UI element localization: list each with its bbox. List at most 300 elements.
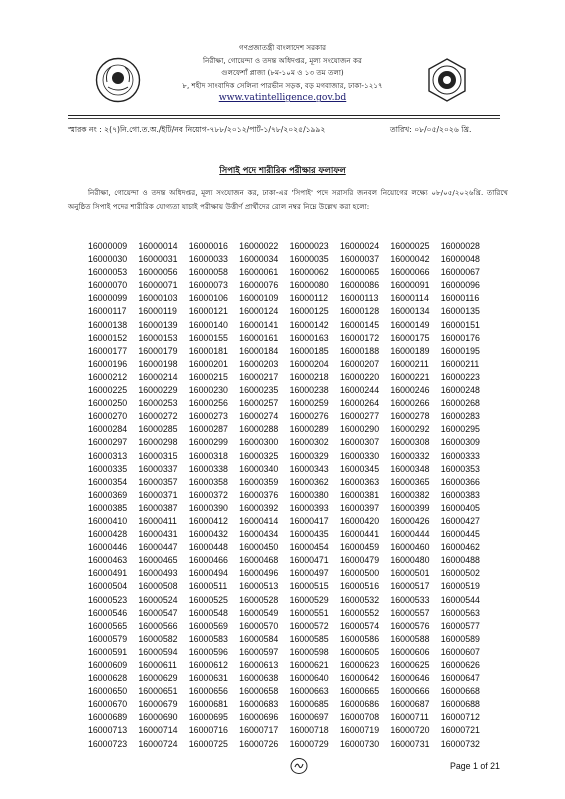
roll-number: 16000640	[289, 673, 329, 684]
roll-row	[88, 358, 491, 371]
roll-number: 16000405	[440, 502, 480, 513]
roll-row	[88, 436, 491, 449]
roll-number: 16000502	[440, 568, 480, 579]
roll-number: 16000552	[339, 607, 380, 618]
roll-number: 16000253	[138, 398, 178, 409]
roll-number: 16000725	[188, 738, 228, 749]
roll-number: 16000212	[88, 371, 128, 382]
roll-number: 16000109	[239, 293, 279, 304]
roll-number: 16000278	[390, 411, 430, 422]
roll-number: 16000037	[339, 254, 380, 265]
roll-number: 16000366	[440, 476, 480, 487]
roll-number: 16000207	[339, 358, 380, 369]
roll-number: 16000371	[138, 489, 178, 500]
roll-number: 16000223	[440, 371, 480, 382]
roll-number: 16000685	[289, 699, 329, 710]
roll-row	[88, 554, 491, 567]
roll-number: 16000718	[289, 725, 329, 736]
roll-number: 16000517	[390, 581, 430, 592]
letterhead	[150, 42, 415, 105]
roll-number: 16000532	[339, 594, 380, 605]
roll-number: 16000544	[440, 594, 480, 605]
roll-number: 16000381	[339, 489, 380, 500]
roll-number: 16000597	[239, 646, 279, 657]
roll-row	[88, 698, 491, 711]
roll-number: 16000149	[390, 319, 430, 330]
roll-row	[88, 528, 491, 541]
department-emblem-logo	[424, 57, 470, 103]
roll-number: 16000524	[138, 594, 178, 605]
roll-number: 16000151	[440, 319, 480, 330]
roll-number: 16000465	[138, 555, 178, 566]
roll-number: 16000444	[390, 529, 430, 540]
roll-number: 16000217	[239, 371, 279, 382]
roll-number: 16000025	[390, 241, 430, 251]
roll-number: 16000268	[440, 398, 480, 409]
roll-row	[88, 672, 491, 685]
roll-number: 16000585	[289, 633, 329, 644]
roll-number: 16000337	[138, 463, 178, 474]
roll-number-grid	[88, 240, 491, 751]
roll-number: 16000583	[188, 633, 228, 644]
roll-number: 16000022	[239, 241, 279, 251]
header-line-4: ৮, শহীদ সাংবাদিক সেলিনা পারভীন সড়ক, বড় মগবাজার, ঢাকা-১২১৭	[182, 80, 383, 90]
roll-number: 16000460	[390, 542, 430, 553]
roll-number: 16000096	[440, 280, 480, 291]
roll-number: 16000566	[138, 620, 178, 631]
roll-number: 16000525	[188, 594, 228, 605]
roll-number: 16000058	[188, 267, 228, 278]
roll-number: 16000716	[188, 725, 228, 736]
roll-row	[88, 738, 491, 751]
roll-number: 16000292	[390, 424, 430, 435]
roll-number: 16000042	[390, 254, 430, 265]
roll-number: 16000299	[188, 437, 228, 448]
roll-number: 16000273	[188, 411, 228, 422]
roll-row	[88, 384, 491, 397]
roll-number: 16000572	[289, 620, 329, 631]
roll-number: 16000623	[339, 660, 380, 670]
roll-row	[88, 646, 491, 659]
roll-number: 16000598	[289, 646, 329, 657]
roll-number: 16000113	[339, 293, 379, 304]
roll-number: 16000445	[440, 529, 480, 540]
roll-number: 16000588	[390, 633, 430, 644]
roll-number: 16000196	[88, 358, 128, 369]
roll-number: 16000679	[138, 699, 178, 710]
memo-number: স্মারক নং : ২(৭)নি.গো.ত.অ./ইটি/নব নিয়োগ-৭৮৮/২০১২/পার্ট-১/৭৮/২০২৫/১৯৯২	[68, 125, 326, 134]
roll-number: 16000300	[239, 437, 279, 448]
roll-number: 16000112	[289, 293, 329, 304]
roll-number: 16000576	[390, 620, 430, 631]
roll-number: 16000563	[440, 607, 480, 618]
roll-number: 16000686	[339, 699, 380, 710]
roll-number: 16000448	[188, 542, 228, 553]
roll-number: 16000650	[88, 686, 128, 697]
roll-row	[88, 502, 491, 515]
roll-number: 16000362	[289, 476, 329, 487]
roll-number: 16000462	[440, 542, 480, 553]
roll-number: 16000721	[440, 725, 480, 736]
intro-paragraph: নিরীক্ষা, গোয়েন্দা ও তদন্ত অধিদপ্তর, মূল্য সংযোজন কর, ঢাকা-এর 'সিপাই' পদে সরাসরি জনবল নিয়োগের লক্ষ্যে ০৮/০৫/২০২৬খ্রি. তারিখে অনুষ্ঠিত সিপাই পদের শারীরিক যোগ্যতা যাচাই পরীক্ষায় উত্তীর্ণ প্রার্থীদের রোল নম্বর নিম্নে উল্লেখ করা হলো:	[68, 188, 508, 212]
header-line-1: গণপ্রজাতন্ত্রী বাংলাদেশ সরকার	[238, 43, 327, 52]
roll-number: 16000065	[339, 267, 380, 278]
roll-number: 16000642	[339, 673, 380, 684]
roll-number: 16000720	[390, 725, 430, 736]
website-link[interactable]: www.vatintelligence.gov.bd	[218, 92, 347, 104]
roll-number: 16000195	[440, 345, 480, 356]
roll-number: 16000546	[88, 607, 128, 618]
roll-number: 16000218	[289, 371, 329, 382]
roll-number: 16000471	[289, 555, 329, 566]
roll-row	[88, 724, 491, 737]
roll-row	[88, 620, 491, 633]
roll-number: 16000302	[289, 437, 329, 448]
roll-number: 16000028	[440, 241, 480, 251]
roll-number: 16000577	[440, 620, 480, 631]
roll-number: 16000631	[188, 673, 228, 684]
roll-number: 16000062	[289, 267, 329, 278]
roll-number: 16000412	[188, 515, 228, 526]
roll-number: 16000683	[239, 699, 279, 710]
roll-number: 16000124	[239, 306, 279, 317]
roll-number: 16000717	[239, 725, 279, 736]
roll-number: 16000690	[138, 712, 178, 723]
roll-number: 16000731	[390, 738, 430, 749]
initial-stamp-icon	[290, 757, 308, 775]
roll-number: 16000035	[289, 254, 329, 265]
header-divider	[68, 115, 500, 116]
roll-number: 16000607	[440, 646, 480, 657]
roll-number: 16000589	[440, 633, 480, 644]
government-seal-logo	[95, 57, 141, 103]
roll-row	[88, 279, 491, 292]
roll-number: 16000621	[289, 660, 329, 670]
roll-number: 16000651	[138, 686, 178, 697]
roll-number: 16000466	[188, 555, 228, 566]
roll-number: 16000161	[239, 332, 279, 343]
roll-number: 16000496	[239, 568, 279, 579]
header-divider-thin	[68, 118, 500, 119]
roll-number: 16000479	[339, 555, 380, 566]
roll-number: 16000609	[88, 660, 128, 670]
roll-number: 16000729	[289, 738, 329, 749]
roll-number: 16000214	[138, 371, 178, 382]
roll-row	[88, 489, 491, 502]
roll-number: 16000666	[390, 686, 430, 697]
roll-number: 16000238	[289, 385, 329, 396]
roll-number: 16000128	[339, 306, 380, 317]
roll-number: 16000325	[239, 450, 279, 461]
roll-number: 16000434	[239, 529, 279, 540]
roll-number: 16000383	[440, 489, 480, 500]
roll-number: 16000387	[138, 502, 178, 513]
roll-number: 16000612	[188, 660, 228, 670]
roll-number: 16000276	[289, 411, 329, 422]
roll-number: 16000285	[138, 424, 178, 435]
roll-number: 16000380	[289, 489, 329, 500]
roll-number: 16000441	[339, 529, 380, 540]
roll-number: 16000264	[339, 398, 380, 409]
roll-row	[88, 371, 491, 384]
roll-number: 16000211	[440, 358, 480, 369]
roll-number: 16000009	[88, 241, 128, 251]
roll-number: 16000221	[390, 371, 430, 382]
roll-number: 16000220	[339, 371, 380, 382]
roll-number: 16000582	[138, 633, 178, 644]
roll-number: 16000493	[138, 568, 178, 579]
roll-number: 16000551	[289, 607, 329, 618]
roll-number: 16000497	[289, 568, 329, 579]
roll-number: 16000348	[390, 463, 430, 474]
roll-number: 16000393	[289, 502, 329, 513]
roll-number: 16000250	[88, 398, 128, 409]
roll-number: 16000501	[390, 568, 430, 579]
roll-number: 16000658	[239, 686, 279, 697]
roll-row	[88, 240, 491, 253]
roll-number: 16000235	[239, 385, 279, 396]
roll-number: 16000447	[138, 542, 178, 553]
roll-number: 16000333	[440, 450, 480, 461]
roll-number: 16000711	[390, 712, 429, 723]
roll-number: 16000315	[138, 450, 178, 461]
roll-number: 16000519	[440, 581, 480, 592]
roll-number: 16000086	[339, 280, 380, 291]
roll-number: 16000426	[390, 515, 430, 526]
roll-number: 16000318	[188, 450, 228, 461]
roll-number: 16000246	[390, 385, 430, 396]
roll-number: 16000688	[440, 699, 480, 710]
roll-number: 16000584	[239, 633, 279, 644]
roll-number: 16000295	[440, 424, 480, 435]
roll-number: 16000016	[188, 241, 228, 251]
roll-number: 16000446	[88, 542, 128, 553]
roll-row	[88, 476, 491, 489]
roll-number: 16000594	[138, 646, 178, 657]
roll-number: 16000172	[339, 332, 380, 343]
roll-number: 16000625	[390, 660, 430, 670]
roll-number: 16000719	[339, 725, 380, 736]
roll-number: 16000289	[289, 424, 329, 435]
roll-number: 16000181	[188, 345, 228, 356]
roll-number: 16000313	[88, 450, 128, 461]
roll-number: 16000500	[339, 568, 380, 579]
roll-number: 16000726	[239, 738, 279, 749]
roll-number: 16000613	[239, 660, 279, 670]
roll-number: 16000714	[138, 725, 178, 736]
roll-number: 16000142	[289, 319, 329, 330]
roll-number: 16000070	[88, 280, 128, 291]
roll-number: 16000596	[188, 646, 228, 657]
roll-number: 16000056	[138, 267, 178, 278]
roll-number: 16000363	[339, 476, 380, 487]
roll-number: 16000185	[289, 345, 329, 356]
roll-number: 16000579	[88, 633, 128, 644]
roll-number: 16000287	[188, 424, 228, 435]
roll-number: 16000272	[138, 411, 178, 422]
roll-number: 16000670	[88, 699, 128, 710]
roll-number: 16000155	[188, 332, 228, 343]
roll-number: 16000385	[88, 502, 128, 513]
roll-number: 16000091	[390, 280, 430, 291]
roll-number: 16000163	[289, 332, 329, 343]
roll-number: 16000420	[339, 515, 380, 526]
document-title	[0, 164, 565, 178]
roll-number: 16000513	[239, 581, 279, 592]
roll-number: 16000138	[88, 319, 128, 330]
roll-number: 16000266	[390, 398, 430, 409]
roll-number: 16000646	[390, 673, 430, 684]
roll-number: 16000569	[188, 620, 228, 631]
roll-number: 16000023	[289, 241, 329, 251]
roll-number: 16000307	[339, 437, 380, 448]
roll-number: 16000516	[339, 581, 380, 592]
roll-number: 16000586	[339, 633, 380, 644]
roll-row	[88, 567, 491, 580]
roll-number: 16000663	[289, 686, 329, 697]
roll-number: 16000547	[138, 607, 178, 618]
roll-row	[88, 266, 491, 279]
roll-row	[88, 594, 491, 607]
roll-number: 16000061	[239, 267, 279, 278]
roll-number: 16000626	[440, 660, 480, 670]
roll-number: 16000024	[339, 241, 380, 251]
roll-row	[88, 345, 491, 358]
roll-number: 16000256	[188, 398, 228, 409]
roll-number: 16000533	[390, 594, 430, 605]
roll-number: 16000277	[339, 411, 380, 422]
header-line-3: গুলফেশাঁ প্লাজা (৮ম-১০ম ও ১৩ তম তলা)	[221, 68, 344, 78]
roll-number: 16000411	[138, 515, 177, 526]
roll-number: 16000048	[440, 254, 480, 265]
roll-number: 16000668	[440, 686, 480, 697]
roll-number: 16000106	[188, 293, 228, 304]
roll-number: 16000134	[390, 306, 430, 317]
roll-number: 16000175	[390, 332, 430, 343]
roll-number: 16000417	[289, 515, 329, 526]
roll-number: 16000376	[239, 489, 279, 500]
roll-number: 16000606	[390, 646, 430, 657]
roll-number: 16000427	[440, 515, 480, 526]
roll-number: 16000345	[339, 463, 380, 474]
roll-number: 16000574	[339, 620, 380, 631]
roll-number: 16000033	[188, 254, 228, 265]
roll-number: 16000480	[390, 555, 430, 566]
roll-number: 16000308	[390, 437, 430, 448]
roll-number: 16000463	[88, 555, 128, 566]
roll-number: 16000203	[239, 358, 279, 369]
roll-number: 16000504	[88, 581, 128, 592]
roll-number: 16000357	[138, 476, 178, 487]
roll-number: 16000369	[88, 489, 128, 500]
roll-number: 16000628	[88, 673, 128, 684]
roll-number: 16000399	[390, 502, 430, 513]
roll-number: 16000638	[239, 673, 279, 684]
roll-number: 16000274	[239, 411, 279, 422]
page-number: Page 1 of 21	[450, 761, 500, 771]
roll-number: 16000189	[390, 345, 430, 356]
roll-number: 16000468	[239, 555, 279, 566]
roll-number: 16000713	[88, 725, 128, 736]
roll-number: 16000450	[239, 542, 279, 553]
roll-number: 16000066	[390, 267, 430, 278]
roll-number: 16000297	[88, 437, 128, 448]
roll-row	[88, 580, 491, 593]
roll-number: 16000343	[289, 463, 329, 474]
roll-number: 16000491	[88, 568, 128, 579]
roll-number: 16000179	[138, 345, 178, 356]
roll-number: 16000557	[390, 607, 430, 618]
roll-number: 16000073	[188, 280, 228, 291]
roll-number: 16000053	[88, 267, 128, 278]
roll-number: 16000548	[188, 607, 228, 618]
roll-number: 16000116	[440, 293, 480, 304]
roll-number: 16000225	[88, 385, 128, 396]
roll-row	[88, 659, 491, 672]
roll-number: 16000330	[339, 450, 380, 461]
roll-number: 16000340	[239, 463, 279, 474]
roll-number: 16000629	[138, 673, 178, 684]
roll-number: 16000298	[138, 437, 178, 448]
roll-number: 16000198	[138, 358, 178, 369]
roll-number: 16000392	[239, 502, 279, 513]
roll-number: 16000605	[339, 646, 380, 657]
roll-number: 16000511	[188, 581, 228, 592]
roll-number: 16000230	[188, 385, 228, 396]
roll-row	[88, 450, 491, 463]
roll-number: 16000435	[289, 529, 329, 540]
roll-number: 16000372	[188, 489, 228, 500]
roll-number: 16000358	[188, 476, 228, 487]
roll-row	[88, 332, 491, 345]
roll-number: 16000099	[88, 293, 128, 304]
roll-number: 16000103	[138, 293, 178, 304]
roll-number: 16000689	[88, 712, 128, 723]
roll-number: 16000201	[188, 358, 228, 369]
roll-row	[88, 410, 491, 423]
roll-number: 16000730	[339, 738, 380, 749]
roll-number: 16000696	[239, 712, 279, 723]
roll-row	[88, 633, 491, 646]
roll-number: 16000732	[440, 738, 480, 749]
roll-number: 16000488	[440, 555, 480, 566]
roll-row	[88, 253, 491, 266]
roll-number: 16000211	[390, 358, 429, 369]
roll-number: 16000656	[188, 686, 228, 697]
roll-number: 16000681	[188, 699, 228, 710]
roll-number: 16000647	[440, 673, 480, 684]
roll-number: 16000570	[239, 620, 279, 631]
roll-number: 16000515	[289, 581, 329, 592]
roll-number: 16000290	[339, 424, 380, 435]
roll-number: 16000153	[138, 332, 178, 343]
roll-number: 16000565	[88, 620, 128, 631]
roll-number: 16000591	[88, 646, 128, 657]
roll-number: 16000687	[390, 699, 430, 710]
roll-number: 16000259	[289, 398, 329, 409]
roll-number: 16000152	[88, 332, 128, 343]
roll-number: 16000359	[239, 476, 279, 487]
roll-number: 16000494	[188, 568, 228, 579]
roll-number: 16000215	[188, 371, 228, 382]
roll-number: 16000390	[188, 502, 228, 513]
roll-number: 16000611	[138, 660, 177, 670]
roll-number: 16000414	[239, 515, 279, 526]
roll-number: 16000204	[289, 358, 329, 369]
roll-number: 16000332	[390, 450, 430, 461]
roll-number: 16000121	[188, 306, 228, 317]
roll-number: 16000270	[88, 411, 128, 422]
